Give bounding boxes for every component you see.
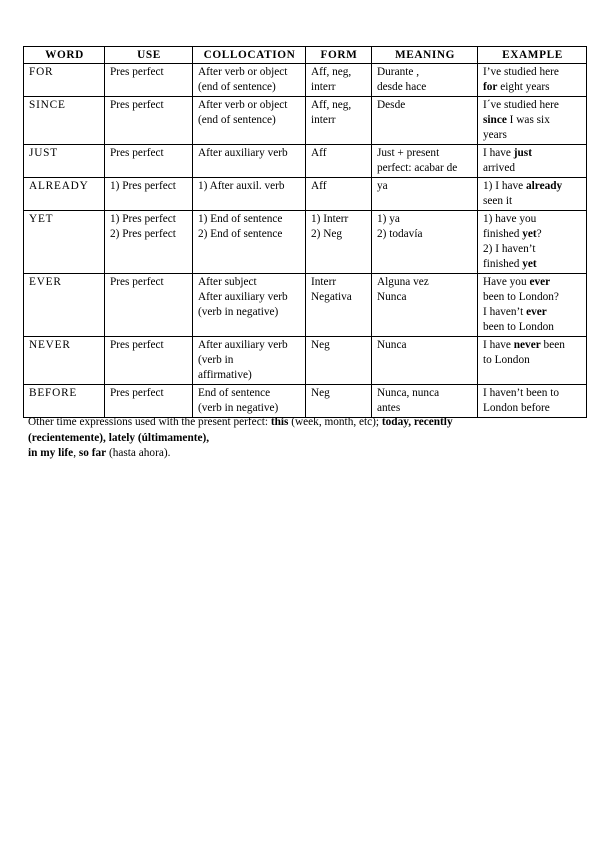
meaning-line: Alguna vez [377,276,429,288]
example-keyword: just [513,147,532,159]
cell-form [306,337,372,385]
note-line [28,446,568,462]
use-line: Pres perfect [110,147,164,159]
example-keyword: ever [529,276,551,288]
example-text: ? [536,228,542,240]
example-text: Have you [483,276,530,288]
example-line [483,257,582,272]
collocation-line: 1) After auxil. verb [198,180,285,192]
cell-meaning [372,178,478,211]
cell-meaning [372,97,478,145]
collocation-line: (verb in [198,354,234,366]
example-text: seen it [483,195,513,207]
use-line: Pres perfect [110,99,164,111]
cell-meaning [372,64,478,97]
collocation-line: After auxiliary verb [198,147,288,159]
note-text: Other time expressions used with the present perfect: [28,416,271,428]
example-keyword: since [483,114,507,126]
meaning-line: Durante , [377,66,420,78]
note-keyword: so far [78,447,107,459]
grammar-table [23,46,587,418]
meaning-line: antes [377,402,401,414]
table-row [24,274,587,337]
use-line: 1) Pres perfect [110,180,176,192]
example-line [483,338,582,353]
meaning-line: Nunca [377,291,407,303]
cell-example [478,178,587,211]
cell-word: NEVER [24,337,105,385]
form-line: interr [311,81,336,93]
meaning-line: 1) ya [377,213,400,225]
cell-use [105,64,193,97]
note-text: , [73,447,79,459]
use-line: Pres perfect [110,339,164,351]
example-line [483,146,582,161]
collocation-line: (verb in negative) [198,402,279,414]
note-keyword: in my life [28,447,74,459]
table-row [24,337,587,385]
cell-word: YET [24,211,105,274]
header-example: EXAMPLE [478,47,587,64]
example-text: arrived [483,162,515,174]
collocation-line: affirmative) [198,369,252,381]
example-line [483,290,582,305]
collocation-line: 1) End of sentence [198,213,283,225]
form-line: Neg [311,387,330,399]
cell-meaning [372,211,478,274]
example-text: I haven’t been to [483,387,560,399]
table-row [24,178,587,211]
cell-collocation [193,64,306,97]
collocation-line: After verb or object [198,99,288,111]
meaning-line: 2) todavía [377,228,423,240]
form-line: 2) Neg [311,228,343,240]
example-line [483,227,582,242]
use-line: Pres perfect [110,276,164,288]
cell-example [478,64,587,97]
form-line: Negativa [311,291,352,303]
example-line [483,194,582,209]
cell-form [306,211,372,274]
example-keyword: yet [522,258,537,270]
example-keyword: already [525,180,563,192]
form-line: Neg [311,339,330,351]
use-line: Pres perfect [110,66,164,78]
cell-meaning [372,274,478,337]
note-text: (week, month, etc); [288,416,382,428]
example-line [483,386,582,401]
cell-word: EVER [24,274,105,337]
example-line [483,113,582,128]
example-line [483,353,582,368]
cell-example [478,211,587,274]
example-text: I´ve studied here [483,99,559,111]
meaning-line: ya [377,180,388,192]
cell-meaning [372,145,478,178]
collocation-line: (verb in negative) [198,306,279,318]
meaning-line: Nunca, nunca [377,387,440,399]
example-line [483,401,582,416]
form-line: Aff [311,180,327,192]
collocation-line: After verb or object [198,66,288,78]
cell-example [478,274,587,337]
example-text: finished [483,228,523,240]
meaning-line: desde hace [377,81,427,93]
collocation-line: After subject [198,276,257,288]
example-keyword: never [513,339,541,351]
form-line: 1) Interr [311,213,349,225]
example-text: eight years [497,81,550,93]
example-text: been to London? [483,291,559,303]
cell-form [306,97,372,145]
cell-collocation [193,337,306,385]
cell-collocation [193,385,306,418]
form-line: Interr [311,276,337,288]
use-line: Pres perfect [110,387,164,399]
table-row [24,211,587,274]
cell-collocation [193,145,306,178]
cell-example [478,385,587,418]
cell-example [478,145,587,178]
use-line: 2) Pres perfect [110,228,176,240]
example-text: I have [483,147,514,159]
note-keyword: this [270,416,289,428]
cell-collocation [193,178,306,211]
note-text: (hasta ahora). [106,447,171,459]
example-text: 1) have you [483,213,537,225]
collocation-line: After auxiliary verb [198,291,288,303]
example-line [483,65,582,80]
example-line [483,275,582,290]
meaning-line: Just + present [377,147,440,159]
cell-word: SINCE [24,97,105,145]
cell-example [478,337,587,385]
collocation-line: (end of sentence) [198,114,276,126]
example-text: I haven’t [483,306,527,318]
cell-use [105,178,193,211]
table-row [24,64,587,97]
form-line: Aff, neg, [311,66,352,78]
cell-word: BEFORE [24,385,105,418]
other-expressions-note [28,415,568,462]
example-line [483,80,582,95]
example-line [483,305,582,320]
header-form: FORM [306,47,372,64]
collocation-line: 2) End of sentence [198,228,283,240]
table-row [24,385,587,418]
header-collocation: COLLOCATION [193,47,306,64]
example-keyword: yet [522,228,537,240]
table-header-row [24,47,587,64]
note-line [28,431,568,447]
example-text: 2) I haven’t [483,243,536,255]
cell-form [306,274,372,337]
form-line: Aff, neg, [311,99,352,111]
example-text: I have [483,339,514,351]
meaning-line: Desde [377,99,406,111]
example-line [483,179,582,194]
header-use: USE [105,47,193,64]
cell-form [306,145,372,178]
example-keyword: ever [526,306,547,318]
example-text: finished [483,258,523,270]
cell-use [105,211,193,274]
example-line [483,98,582,113]
cell-meaning [372,385,478,418]
example-text: I was six [506,114,550,126]
meaning-line: Nunca [377,339,407,351]
table-body [24,64,587,418]
example-text: been to London [483,321,554,333]
example-text: to London [483,354,530,366]
collocation-line: End of sentence [198,387,271,399]
example-line [483,128,582,143]
cell-word: FOR [24,64,105,97]
cell-use [105,97,193,145]
form-line: interr [311,114,336,126]
cell-use [105,385,193,418]
cell-use [105,145,193,178]
cell-use [105,337,193,385]
cell-word: JUST [24,145,105,178]
cell-form [306,178,372,211]
example-line [483,161,582,176]
cell-form [306,385,372,418]
note-keyword: (recientemente), lately (últimamente), [28,431,210,444]
cell-meaning [372,337,478,385]
cell-example [478,97,587,145]
header-meaning: MEANING [372,47,478,64]
example-text: 1) I have [483,180,526,192]
collocation-line: After auxiliary verb [198,339,288,351]
example-line [483,212,582,227]
example-text: London before [483,402,550,414]
example-text: years [483,129,507,141]
meaning-line: perfect: acabar de [377,162,458,174]
note-line [28,415,568,431]
example-line [483,320,582,335]
cell-word: ALREADY [24,178,105,211]
example-line [483,242,582,257]
example-text: I’ve studied here [483,66,559,78]
example-keyword: for [483,81,498,93]
use-line: 1) Pres perfect [110,213,176,225]
table-row [24,97,587,145]
table-row [24,145,587,178]
cell-collocation [193,274,306,337]
cell-collocation [193,211,306,274]
cell-form [306,64,372,97]
example-text: been [540,339,565,351]
cell-collocation [193,97,306,145]
header-word: WORD [24,47,105,64]
note-keyword: today, recently [381,416,453,428]
form-line: Aff [311,147,327,159]
collocation-line: (end of sentence) [198,81,276,93]
cell-use [105,274,193,337]
